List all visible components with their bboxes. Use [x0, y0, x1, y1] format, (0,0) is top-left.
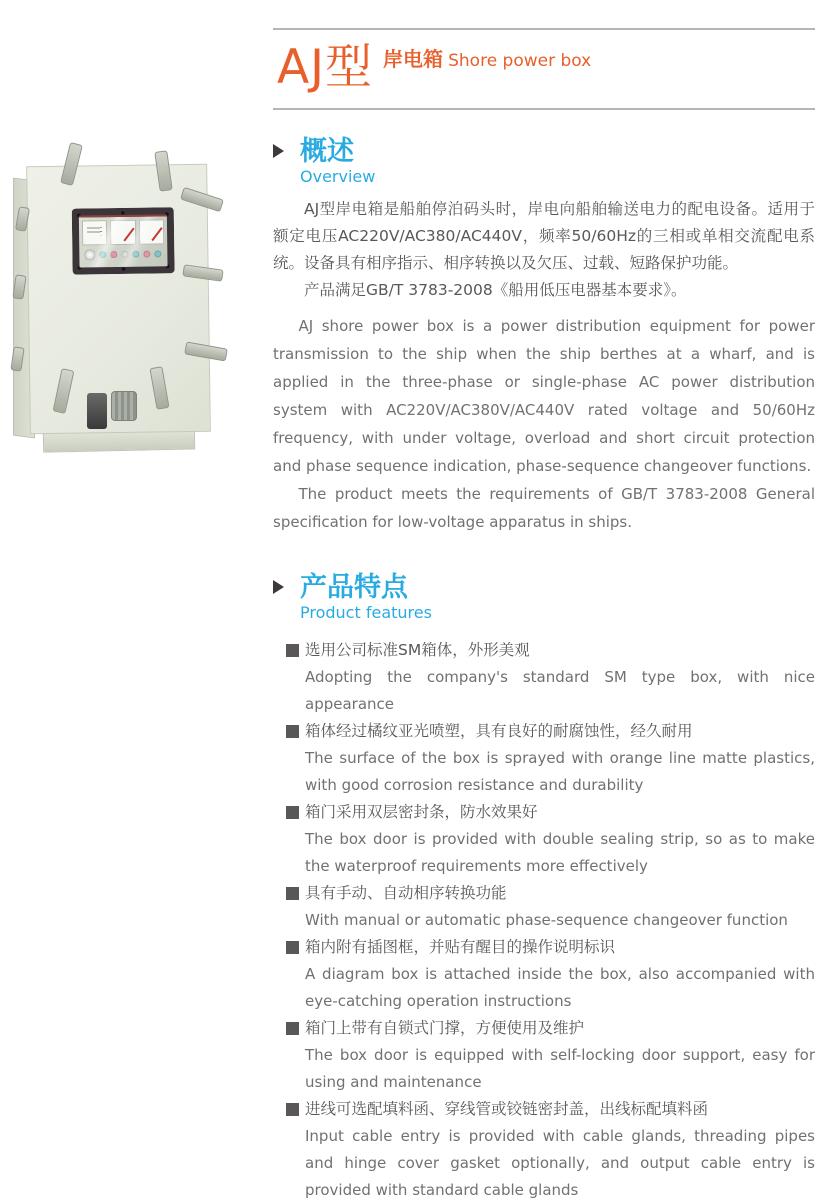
bullet-square-icon [286, 941, 299, 954]
features-list [286, 637, 815, 1204]
product-photo [5, 135, 260, 470]
features-heading [273, 572, 815, 623]
feature-cn: 箱体经过橘纹亚光喷塑，具有良好的耐腐蚀性，经久耐用 [305, 722, 693, 740]
bullet-square-icon [286, 806, 299, 819]
model-name: AJ型 [277, 40, 374, 95]
list-item [286, 1096, 815, 1204]
glass-glare [79, 216, 168, 267]
overview-heading [273, 136, 815, 187]
feature-cn: 进线可选配填料函、穿线管或铰链密封盖，出线标配填料函 [305, 1100, 709, 1118]
overview-title-en: Overview [300, 167, 376, 186]
cable-gland [111, 391, 137, 421]
list-item [286, 637, 815, 718]
meter-window [72, 207, 175, 274]
feature-en: The box door is equipped with self-locking door support, easy for using and maintenance [305, 1046, 815, 1091]
cable-gland [87, 393, 107, 429]
section-arrow-icon [273, 580, 284, 594]
paragraph: 产品满足GB/T 3783-2008《船用低压电器基本要求》。 [304, 281, 687, 299]
list-item [286, 1015, 815, 1096]
overview-en-text [273, 312, 815, 536]
overview-title-cn: 概述 [300, 136, 354, 167]
paragraph: AJ shore power box is a power distribution equipment for power transmission to the ship when the ship berthes at a wharf, and is applied in the three-phase or single-phase AC power distribution system with AC220V/AC380V/AC440V rated voltage and 50/60Hz frequency, with under voltage, overload and short circuit protection and phase sequence indication, phase-sequence changeover functions. [273, 317, 815, 475]
page-title [273, 30, 815, 108]
features-title-en: Product features [300, 603, 432, 622]
subtitle-cn: 岸电箱 [383, 47, 444, 71]
feature-en: The surface of the box is sprayed with orange line matte plastics, with good corrosion resistance and durability [305, 749, 815, 794]
model-subtitle [383, 40, 591, 72]
overview-section [273, 136, 815, 536]
features-section [273, 572, 815, 1204]
divider [273, 108, 815, 110]
features-title-cn: 产品特点 [300, 572, 408, 603]
section-arrow-icon [273, 144, 284, 158]
feature-cn: 箱门采用双层密封条，防水效果好 [305, 803, 538, 821]
feature-en: Adopting the company's standard SM type box, with nice appearance [305, 668, 815, 713]
bullet-square-icon [286, 644, 299, 657]
bullet-square-icon [286, 887, 299, 900]
list-item [286, 799, 815, 880]
overview-cn-text [273, 196, 815, 304]
feature-cn: 箱内附有插图框，并贴有醒目的操作说明标识 [305, 938, 616, 956]
bullet-square-icon [286, 725, 299, 738]
feature-en: The box door is provided with double sealing strip, so as to make the waterproof requirements more effectively [305, 830, 815, 875]
content-column [273, 0, 815, 1204]
feature-en: With manual or automatic phase-sequence changeover function [305, 911, 788, 929]
feature-en: A diagram box is attached inside the box, also accompanied with eye-catching operation instructions [305, 965, 815, 1010]
paragraph: The product meets the requirements of GB/T 3783-2008 General specification for low-voltage apparatus in ships. [273, 485, 815, 531]
list-item [286, 880, 815, 934]
feature-cn: 具有手动、自动相序转换功能 [305, 884, 507, 902]
feature-en: Input cable entry is provided with cable glands, threading pipes and hinge cover gasket optionally, and output cable entry is provided with standard cable glands [305, 1127, 815, 1199]
feature-cn: 箱门上带有自锁式门撑，方便使用及维护 [305, 1019, 585, 1037]
list-item [286, 934, 815, 1015]
feature-cn: 选用公司标准SM箱体，外形美观 [305, 641, 530, 659]
meter-window-glass [79, 214, 168, 267]
list-item [286, 718, 815, 799]
bullet-square-icon [286, 1022, 299, 1035]
paragraph: AJ型岸电箱是船舶停泊码头时，岸电向船舶输送电力的配电设备。适用于额定电压AC220V/AC380/AC440V，频率50/60Hz的三相或单相交流配电系统。设备具有相序指示、相序转换以及欠压、过载、短路保护功能。 [273, 200, 815, 272]
bullet-square-icon [286, 1103, 299, 1116]
subtitle-en: Shore power box [448, 51, 592, 71]
